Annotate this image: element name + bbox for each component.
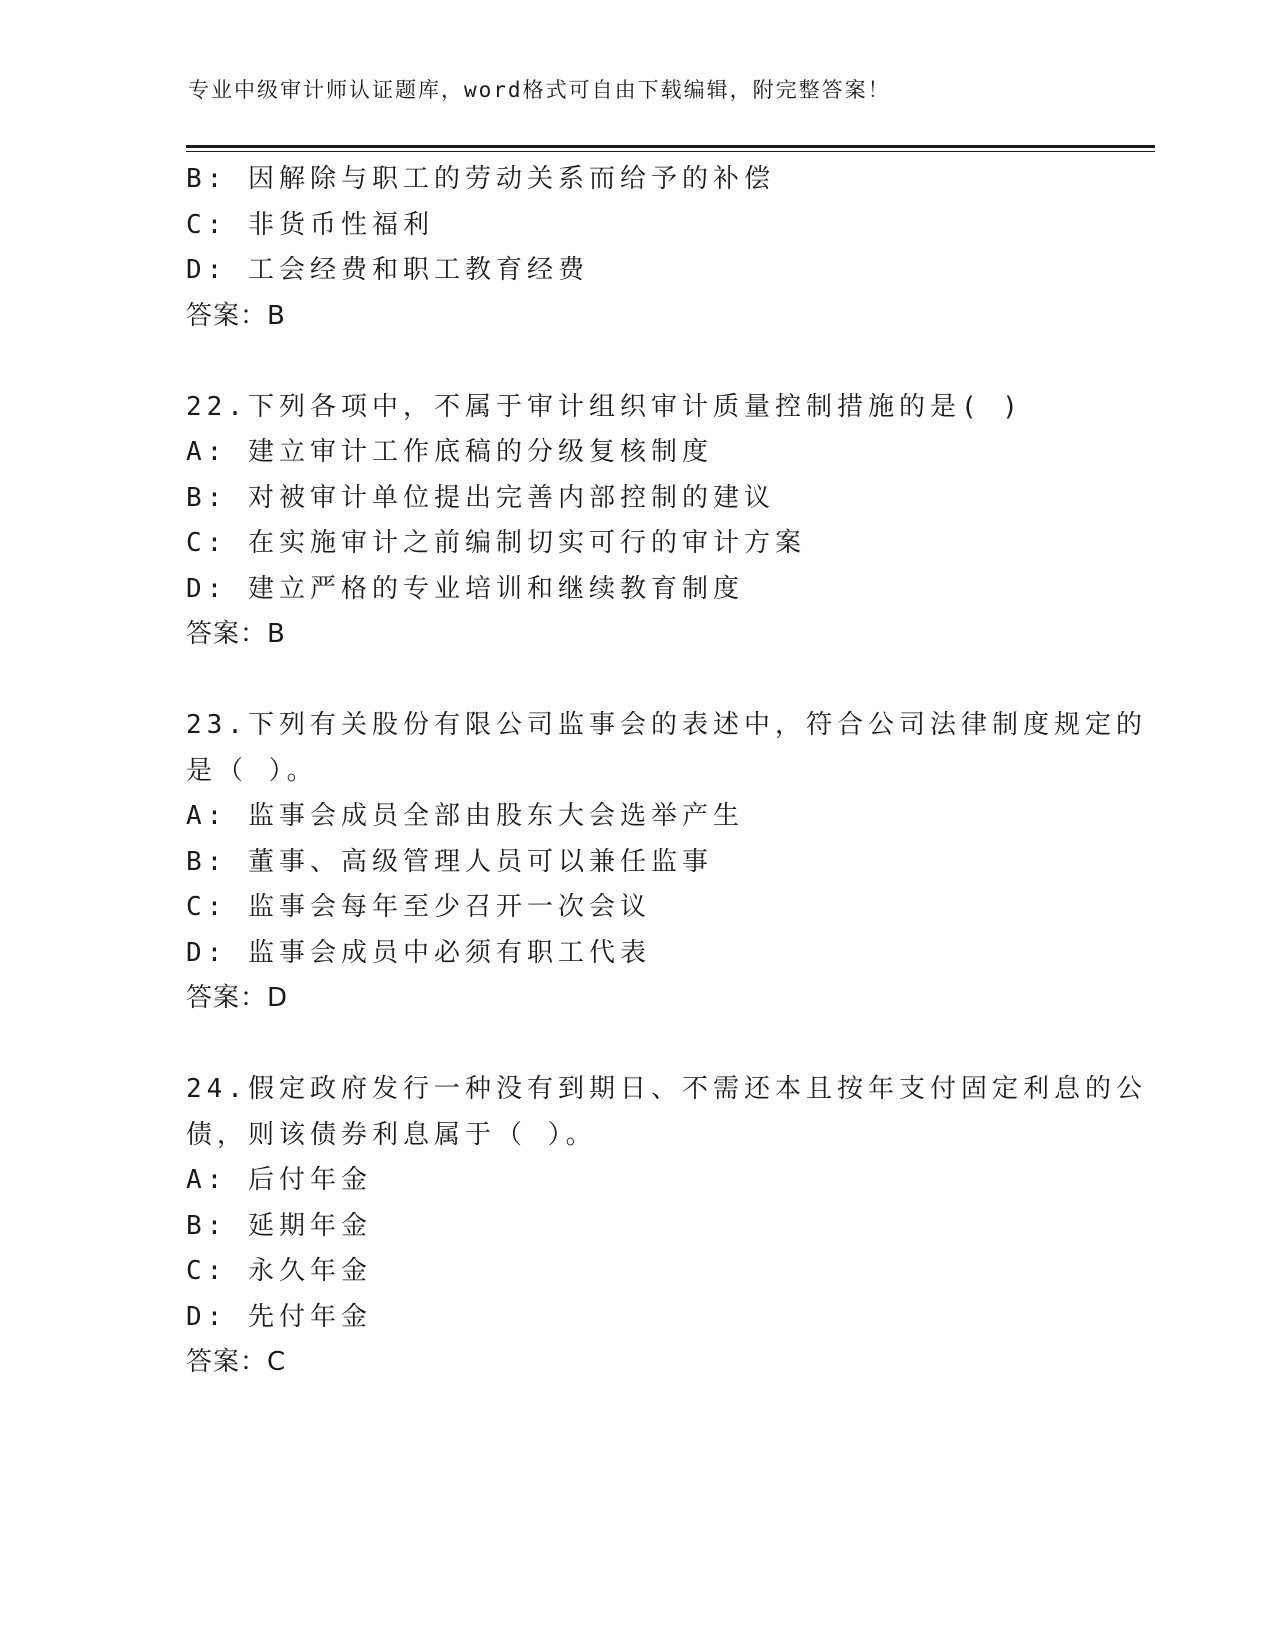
option-a: A: 建立审计工作底稿的分级复核制度 — [186, 437, 713, 467]
prev-question-block — [186, 157, 1106, 339]
option-d: D: 工会经费和职工教育经费 — [186, 255, 589, 285]
question-22 — [186, 385, 1106, 658]
answer-line: 答案：B — [186, 619, 286, 649]
question-24 — [186, 1067, 1147, 1386]
header-rule-thin — [186, 151, 1155, 152]
option-c: C: 在实施审计之前编制切实可行的审计方案 — [186, 528, 806, 558]
page-header: 专业中级审计师认证题库，word格式可自由下载编辑，附完整答案！ — [188, 78, 891, 102]
option-c: C: 非货币性福利 — [186, 209, 434, 240]
answer-line: 答案：C — [186, 1347, 287, 1377]
option-b: B: 延期年金 — [186, 1210, 372, 1241]
spacer — [186, 339, 1106, 385]
question-23 — [186, 703, 1147, 1022]
question-stem-continued: 债，则该债券利息属于（ ）。 — [186, 1119, 597, 1150]
document-body — [186, 157, 1147, 1386]
header-rule-thick — [186, 145, 1155, 148]
spacer — [186, 658, 1106, 704]
question-stem: 22.下列各项中，不属于审计组织审计质量控制措施的是( ) — [186, 391, 1023, 422]
question-stem: 24.假定政府发行一种没有到期日、不需还本且按年支付固定利息的公 — [186, 1074, 1147, 1104]
option-d: D: 建立严格的专业培训和继续教育制度 — [186, 573, 744, 604]
question-stem-continued: 是（ ）。 — [186, 755, 318, 786]
option-b: B: 对被审计单位提出完善内部控制的建议 — [186, 482, 775, 513]
option-d: D: 监事会成员中必须有职工代表 — [186, 937, 651, 968]
answer-line: 答案：B — [186, 300, 286, 331]
answer-line: 答案：D — [186, 983, 289, 1013]
option-a: A: 后付年金 — [186, 1165, 372, 1195]
option-b: B: 因解除与职工的劳动关系而给予的补偿 — [186, 164, 775, 194]
option-b: B: 董事、高级管理人员可以兼任监事 — [186, 846, 713, 877]
question-stem: 23.下列有关股份有限公司监事会的表述中，符合公司法律制度规定的 — [186, 710, 1147, 740]
option-c: C: 监事会每年至少召开一次会议 — [186, 892, 651, 922]
option-d: D: 先付年金 — [186, 1301, 372, 1332]
option-a: A: 监事会成员全部由股东大会选举产生 — [186, 801, 744, 831]
spacer — [186, 1022, 1106, 1068]
option-c: C: 永久年金 — [186, 1256, 372, 1286]
